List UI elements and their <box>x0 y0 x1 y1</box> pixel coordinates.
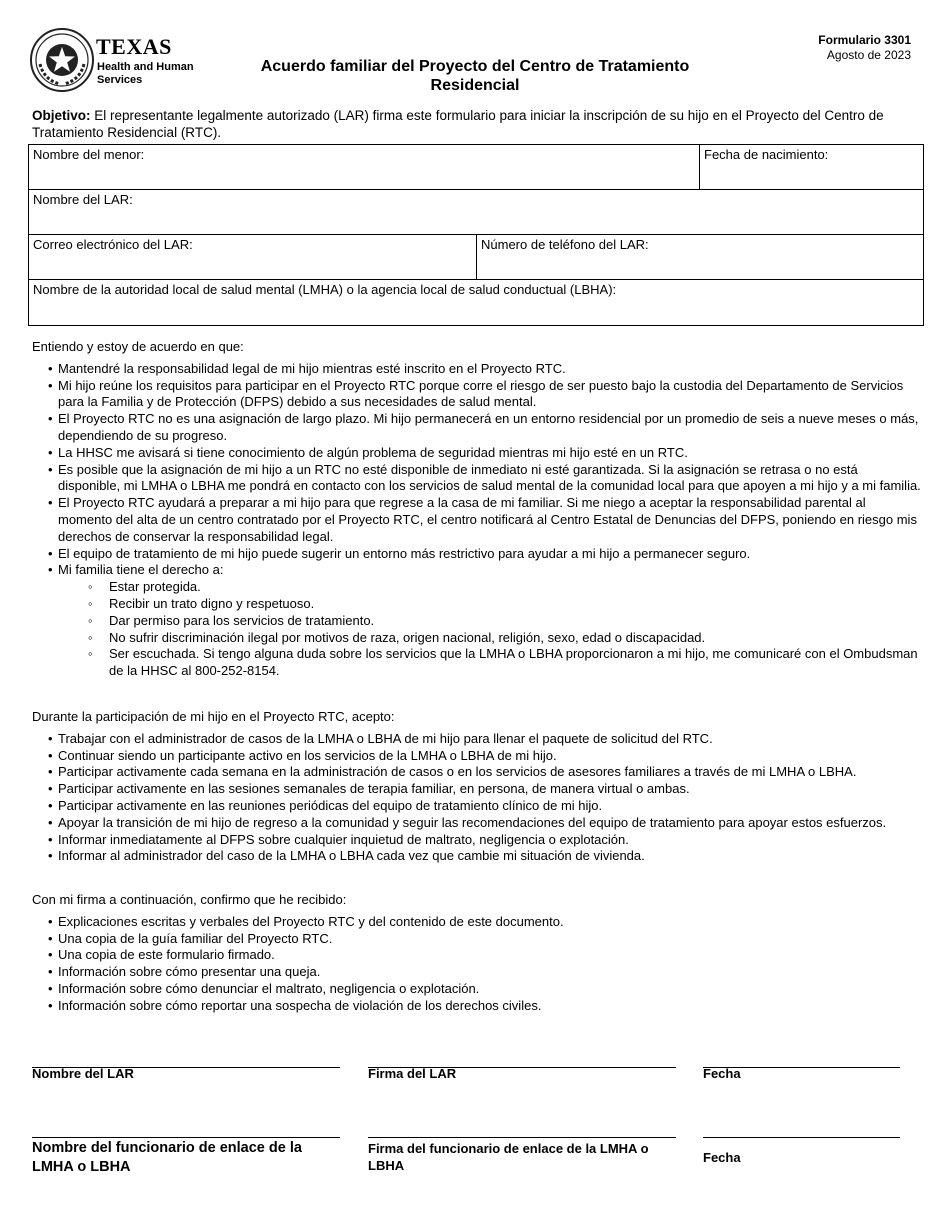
agency-subname <box>97 61 194 86</box>
form-date: Agosto de 2023 <box>826 48 911 62</box>
lar-name-signature-label: Nombre del LAR <box>32 1066 134 1081</box>
list-item: • Informar al administrador del caso de la LMHA o LBHA cada vez que cambie mi situación de vivienda. <box>32 848 922 865</box>
list-item: • Trabajar con el administrador de casos de la LMHA o LBHA de mi hijo para llenar el paquete de solicitud del RTC. <box>32 731 922 748</box>
rights-item: ◦ Recibir un trato digno y respetuoso. <box>32 596 922 613</box>
participation-intro: Durante la participación de mi hijo en el Proyecto RTC, acepto: <box>32 709 395 724</box>
agency-subname-line1: Health and Human <box>97 61 194 73</box>
rights-item: ◦ Ser escuchada. Si tengo alguna duda sobre los servicios que la LMHA o LBHA proporcionaron a mi hijo, me comunicaré con el Ombudsman de la HHSC al 800-252-8154. <box>32 646 922 680</box>
lar-name-field[interactable] <box>29 190 923 234</box>
agreement-intro: Entiendo y estoy de acuerdo en que: <box>32 339 244 354</box>
form-number-block <box>818 33 911 63</box>
texas-seal-icon <box>30 28 94 92</box>
liaison-name-label: Nombre del funcionario de enlace de la LMHA o LBHA <box>32 1140 302 1175</box>
list-item: • Participar activamente en las sesiones semanales de terapia familiar, en persona, de manera virtual o ambas. <box>32 781 922 798</box>
list-item: • Es posible que la asignación de mi hijo a un RTC no esté disponible de inmediato ni esté garantizada. Si la asignación se retrasa o no está disponible, mi LMHA o LBHA me pondrá en contacto con los servicios de salud mental de la comunidad local para que apoyen a mi hijo y a mi familia. <box>32 462 922 496</box>
list-item: • Continuar siendo un participante activo en los servicios de la LMHA o LBHA de mi hijo. <box>32 748 922 765</box>
list-item: • Información sobre cómo presentar una queja. <box>32 964 922 981</box>
objective-label: Objetivo: <box>32 108 91 123</box>
liaison-signature-label: Firma del funcionario de enlace de la LMHA o LBHA <box>368 1141 649 1173</box>
liaison-signature-line[interactable] <box>368 1137 676 1138</box>
authority-name-field[interactable] <box>29 280 923 325</box>
received-section <box>32 892 922 1015</box>
minor-name-label: Nombre del menor: <box>33 147 145 162</box>
list-item: • Mi hijo reúne los requisitos para participar en el Proyecto RTC porque corre el riesgo de ser puesto bajo la custodia del Departamento de Servicios para la Familia y de Protección (DFPS) debido a sus necesidades de salud mental. <box>32 378 922 412</box>
list-item: • Apoyar la transición de mi hijo de regreso a la comunidad y seguir las recomendaciones del equipo de tratamiento para apoyar estos esfuerzos. <box>32 815 922 832</box>
list-item: • El Proyecto RTC ayudará a preparar a mi hijo para que regrese a la casa de mi familiar. Si me niego a aceptar la responsabilidad parental al momento del alta de un centro contratado por el Proyecto RTC, el centro notificará al Centro Estatal de Denuncias del DFPS, poniendo en riesgo mis derechos de conservar la responsabilidad legal. <box>32 495 922 545</box>
birth-date-field[interactable] <box>699 145 923 189</box>
list-item: • Una copia de la guía familiar del Proyecto RTC. <box>32 931 922 948</box>
agreement-section <box>32 339 922 680</box>
birth-date-label: Fecha de nacimiento: <box>704 147 829 162</box>
date2-label: Fecha <box>703 1150 741 1165</box>
list-item: • Información sobre cómo reportar una sospecha de violación de los derechos civiles. <box>32 998 922 1015</box>
list-item: • Una copia de este formulario firmado. <box>32 947 922 964</box>
participation-section <box>32 709 922 865</box>
date2-line[interactable] <box>703 1137 900 1138</box>
rights-item: ◦ Estar protegida. <box>32 579 922 596</box>
rights-item: ◦ Dar permiso para los servicios de tratamiento. <box>32 613 922 630</box>
form-title: Acuerdo familiar del Proyecto del Centro de Tratamiento Residencial <box>260 58 690 94</box>
list-item: • La HHSC me avisará si tiene conocimiento de algún problema de seguridad mientras mi hijo esté en un RTC. <box>32 445 922 462</box>
list-item: • El Proyecto RTC no es una asignación de largo plazo. Mi hijo permanecerá en un entorno residencial por un promedio de seis a nueve meses o más, dependiendo de su progreso. <box>32 411 922 445</box>
list-item: • Mi familia tiene el derecho a: <box>32 562 922 579</box>
hhs-logo <box>30 28 200 94</box>
list-item: • Mantendré la responsabilidad legal de mi hijo mientras esté inscrito en el Proyecto RTC. <box>32 361 922 378</box>
list-item: • El equipo de tratamiento de mi hijo puede sugerir un entorno más restrictivo para ayudar a mi hijo a permanecer seguro. <box>32 546 922 563</box>
list-item: • Participar activamente cada semana en la administración de casos o en los servicios de asesores familiares a través de mi LMHA o LBHA. <box>32 764 922 781</box>
objective <box>32 107 922 141</box>
authority-name-label: Nombre de la autoridad local de salud mental (LMHA) o la agencia local de salud conductual (LBHA): <box>33 282 617 297</box>
date1-label: Fecha <box>703 1066 741 1081</box>
lar-email-label: Correo electrónico del LAR: <box>33 237 193 252</box>
lar-signature-label: Firma del LAR <box>368 1066 457 1081</box>
agency-name: TEXAS <box>96 34 172 59</box>
lar-phone-field[interactable] <box>476 235 923 279</box>
list-item: • Información sobre cómo denunciar el maltrato, negligencia o explotación. <box>32 981 922 998</box>
lar-phone-label: Número de teléfono del LAR: <box>481 237 649 252</box>
lar-name-label: Nombre del LAR: <box>33 192 133 207</box>
form-number: Formulario 3301 <box>818 33 911 47</box>
info-fields-table <box>28 144 924 326</box>
list-item: • Informar inmediatamente al DFPS sobre cualquier inquietud de maltrato, negligencia o explotación. <box>32 832 922 849</box>
agency-subname-line2: Services <box>97 73 143 86</box>
lar-email-field[interactable] <box>29 235 476 279</box>
rights-item: ◦ No sufrir discriminación ilegal por motivos de raza, origen nacional, religión, sexo, edad o discapacidad. <box>32 630 922 647</box>
list-item: • Participar activamente en las reuniones periódicas del equipo de tratamiento clínico de mi hijo. <box>32 798 922 815</box>
received-intro: Con mi firma a continuación, confirmo que he recibido: <box>32 892 347 907</box>
objective-text: El representante legalmente autorizado (LAR) firma este formulario para iniciar la inscripción de su hijo en el Proyecto del Centro de Tratamiento Residencial (RTC). <box>32 108 884 140</box>
minor-name-field[interactable] <box>29 145 699 189</box>
liaison-name-line[interactable] <box>32 1137 340 1138</box>
list-item: • Explicaciones escritas y verbales del Proyecto RTC y del contenido de este documento. <box>32 914 922 931</box>
